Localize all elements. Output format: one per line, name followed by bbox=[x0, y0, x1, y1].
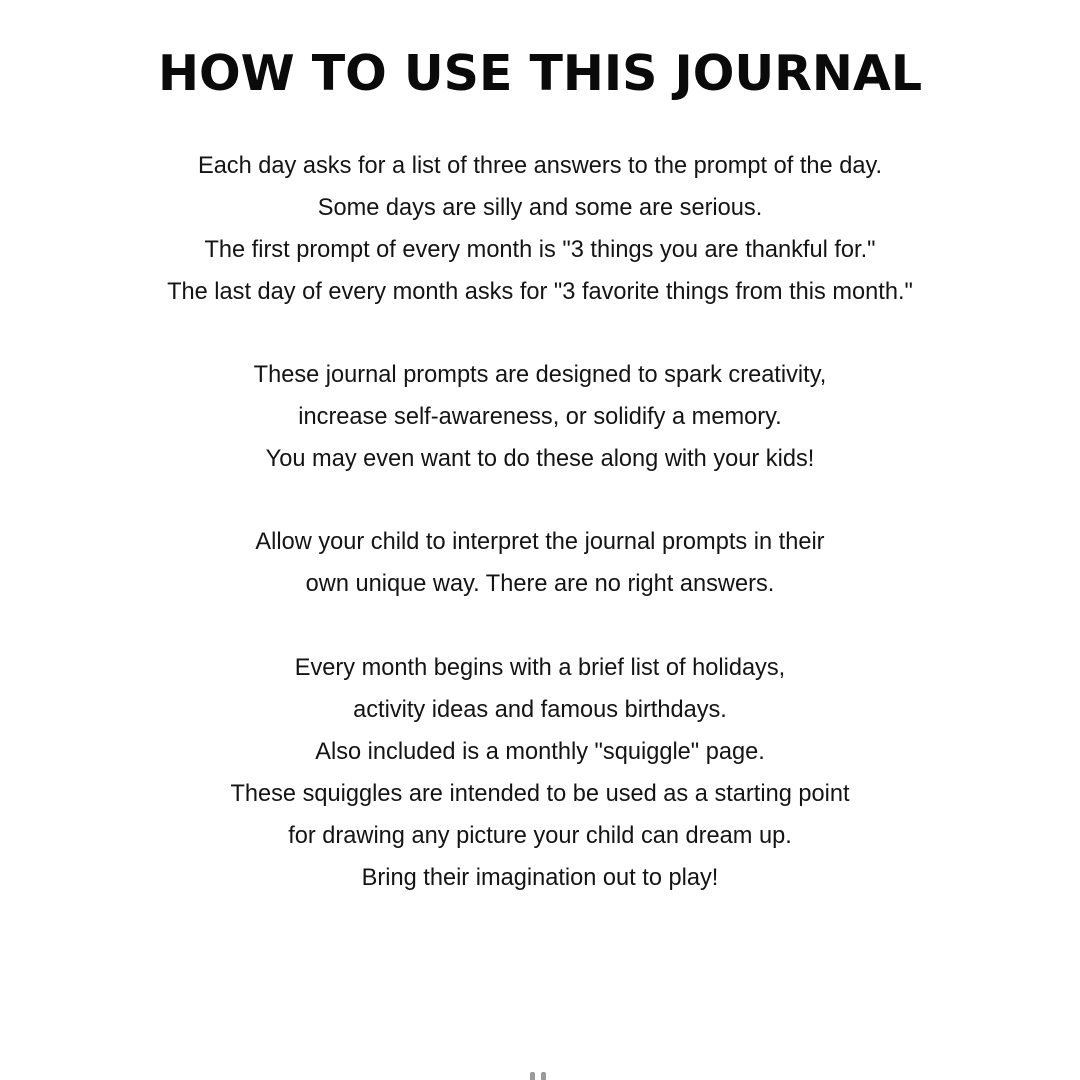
paragraph-line: Every month begins with a brief list of holidays, bbox=[294, 654, 786, 681]
cropped-page-mark bbox=[528, 1072, 552, 1080]
paragraph-line: Bring their imagination out to play! bbox=[361, 864, 719, 891]
paragraph-line: for drawing any picture your child can dream up. bbox=[288, 822, 792, 849]
paragraph-line: These squiggles are intended to be used as a starting point bbox=[230, 780, 850, 807]
paragraph-line: You may even want to do these along with your kids! bbox=[265, 445, 815, 472]
paragraph-line: Also included is a monthly "squiggle" page. bbox=[315, 738, 765, 765]
paragraph-interpretation bbox=[0, 521, 1080, 605]
paragraph-daily-prompts bbox=[0, 145, 1080, 313]
paragraph-line: own unique way. There are no right answers. bbox=[305, 570, 775, 597]
paragraph-monthly-content bbox=[0, 647, 1080, 899]
paragraph-line: activity ideas and famous birthdays. bbox=[353, 696, 727, 723]
page-title: HOW TO USE THIS JOURNAL bbox=[157, 45, 923, 102]
paragraph-line: The last day of every month asks for "3 favorite things from this month." bbox=[167, 278, 913, 305]
paragraph-line: Some days are silly and some are serious. bbox=[317, 194, 763, 221]
paragraph-line: Each day asks for a list of three answers to the prompt of the day. bbox=[197, 152, 883, 179]
paragraph-line: increase self-awareness, or solidify a memory. bbox=[298, 403, 782, 430]
paragraph-line: Allow your child to interpret the journal prompts in their bbox=[255, 528, 825, 555]
paragraph-line: The first prompt of every month is "3 things you are thankful for." bbox=[204, 236, 876, 263]
paragraph-purpose bbox=[0, 354, 1080, 480]
paragraph-line: These journal prompts are designed to spark creativity, bbox=[253, 361, 827, 388]
